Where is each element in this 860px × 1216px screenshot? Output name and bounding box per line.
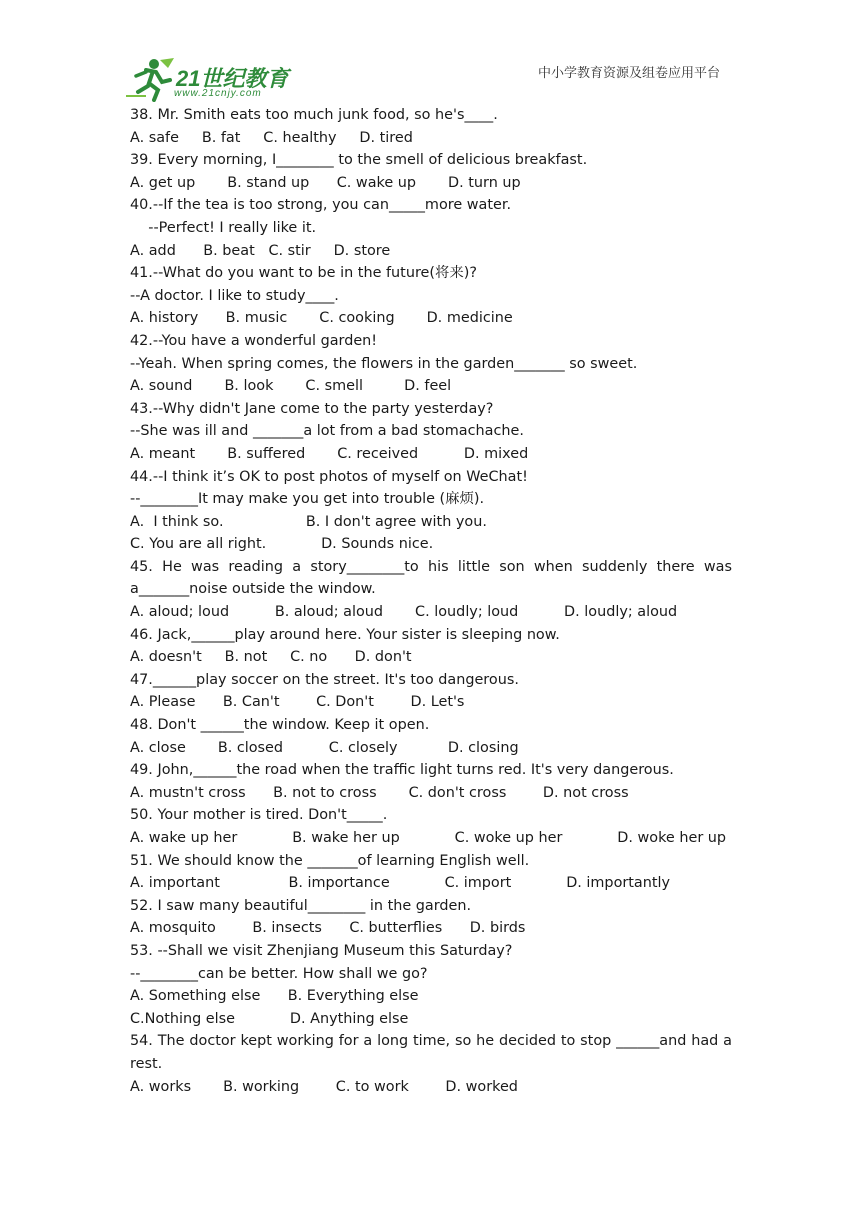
options-51: A. important B. importance C. import D. importantly [130,875,671,892]
options-38: A. safe B. fat C. healthy D. tired [130,129,413,146]
options-48: A. close B. closed C. closely D. closing [130,739,519,756]
logo-main-text: 21世纪教育 [176,66,289,91]
question-45-cont: a_______noise outside the window. [130,581,376,598]
question-53: 53. --Shall we visit Zhenjiang Museum this Saturday? [130,942,513,959]
question-40-reply: --Perfect! I really like it. [130,219,317,236]
question-53-reply: --________can be better. How shall we go? [130,965,428,982]
runner-icon [124,56,176,102]
options-45: A. aloud; loud B. aloud; aloud C. loudly; loud D. loudly; aloud [130,604,678,621]
question-list [130,104,732,1098]
options-41: A. history B. music C. cooking D. medicine [130,310,513,327]
options-54: A. works B. working C. to work D. worked [130,1078,518,1095]
options-43: A. meant B. suffered C. received D. mixed [130,445,529,462]
page-header [0,0,860,104]
question-46: 46. Jack,______play around here. Your sister is sleeping now. [130,626,560,643]
options-53-cd: C.Nothing else D. Anything else [130,1010,409,1027]
question-47: 47.______play soccer on the street. It's too dangerous. [130,671,519,688]
logo-url-text: www.21cnjy.com [174,88,262,99]
options-39: A. get up B. stand up C. wake up D. turn up [130,174,521,191]
question-52: 52. I saw many beautiful________ in the garden. [130,897,472,914]
platform-title: 中小学教育资源及组卷应用平台 [537,66,720,81]
options-40: A. add B. beat C. stir D. store [130,242,391,259]
question-42-reply: --Yeah. When spring comes, the flowers in the garden_______ so sweet. [130,355,638,372]
question-54: 54. The doctor kept working for a long time, so he decided to stop ______and had a [130,1033,732,1050]
question-51: 51. We should know the _______of learning English well. [130,852,530,869]
options-49: A. mustn't cross B. not to cross C. don't cross D. not cross [130,784,629,801]
question-44-reply: --________It may make you get into trouble (麻烦). [130,491,485,508]
question-40: 40.--If the tea is too strong, you can_____more water. [130,197,512,214]
options-46: A. doesn't B. not C. no D. don't [130,649,412,666]
question-54-cont: rest. [130,1055,163,1072]
question-50: 50. Your mother is tired. Don't_____. [130,807,388,824]
question-44: 44.--I think it’s OK to post photos of myself on WeChat! [130,468,528,485]
question-48: 48. Don't ______the window. Keep it open. [130,717,430,734]
options-42: A. sound B. look C. smell D. feel [130,378,452,395]
site-logo [124,56,294,102]
question-39: 39. Every morning, I________ to the smell of delicious breakfast. [130,152,588,169]
question-38: 38. Mr. Smith eats too much junk food, so he's____. [130,107,498,123]
question-41: 41.--What do you want to be in the future(将来)? [130,265,478,282]
options-53-ab: A. Something else B. Everything else [130,988,419,1005]
options-44-cd: C. You are all right. D. Sounds nice. [130,536,434,553]
question-43: 43.--Why didn't Jane come to the party yesterday? [130,400,494,417]
question-49: 49. John,______the road when the traffic light turns red. It's very dangerous. [130,762,674,779]
question-43-reply: --She was ill and _______a lot from a bad stomachache. [130,423,524,440]
options-50: A. wake up her B. wake her up C. woke up her D. woke her up [130,830,727,846]
options-47: A. Please B. Can't C. Don't D. Let's [130,694,465,711]
question-41-reply: --A doctor. I like to study____. [130,287,339,304]
question-42: 42.--You have a wonderful garden! [130,332,378,349]
question-45: 45. He was reading a story________to his little son when suddenly there was [130,558,732,575]
options-44-ab: A. I think so. B. I don't agree with you. [130,513,487,530]
options-52: A. mosquito B. insects C. butterflies D. birds [130,920,526,937]
